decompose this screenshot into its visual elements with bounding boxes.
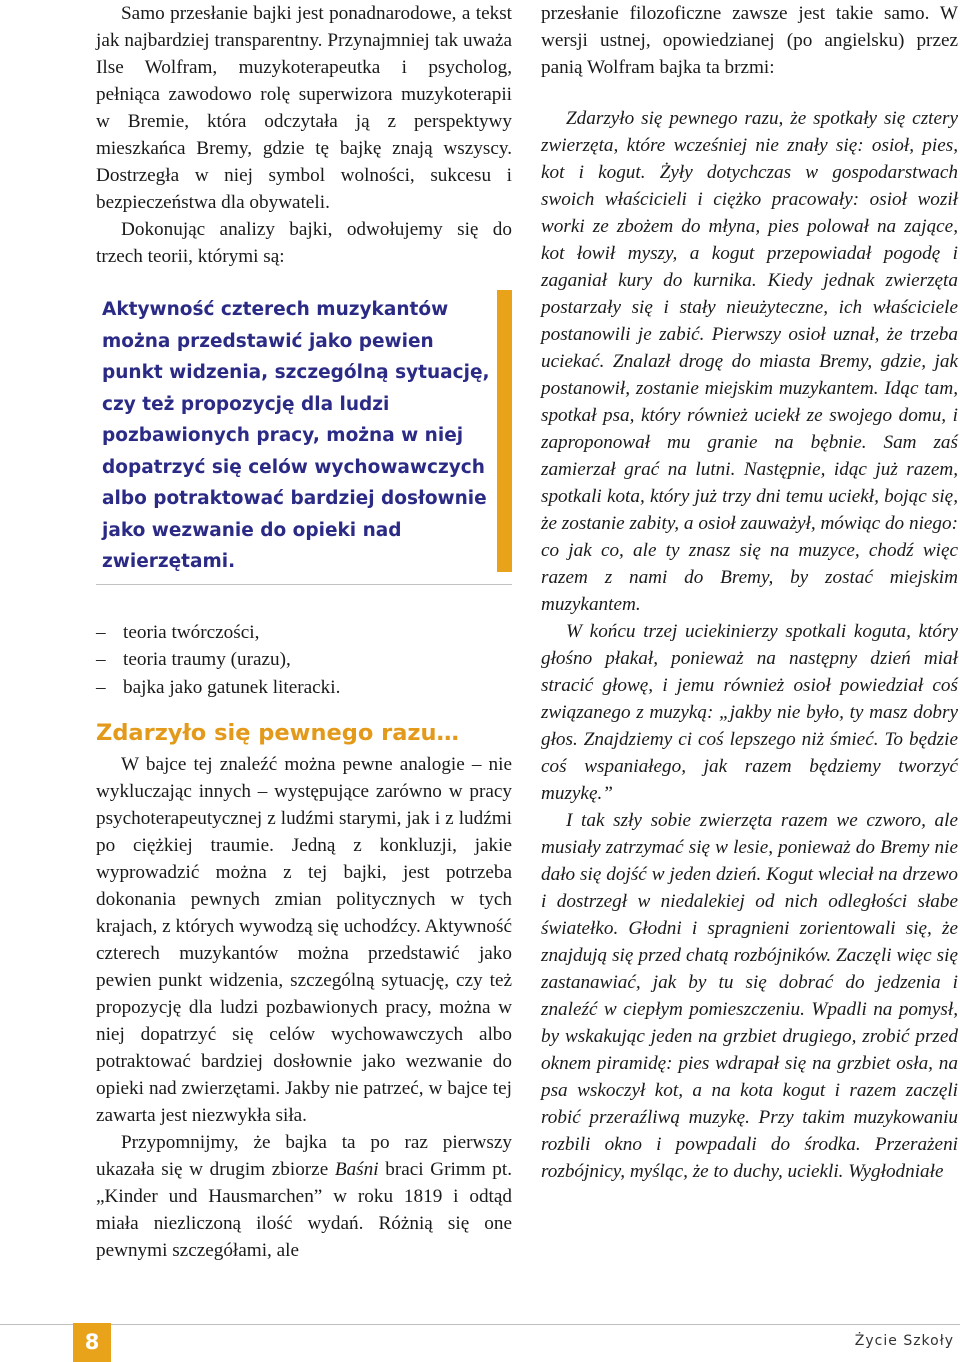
left-column [96, 0, 512, 1264]
footer-rule [0, 1324, 960, 1325]
history-text-end: braci Grimm pt. „Kinder und Hausmarchen” w roku 1819 i odtąd miała niezliczoną ilość wydań. Różnią się one pewnymi szczegółami, ale [96, 1159, 513, 1261]
right-column [541, 0, 958, 1185]
theories-intro-paragraph: Dokonując analizy bajki, odwołujemy się do trzech teorii, którymi są: [96, 219, 512, 267]
book-title: Baśni [334, 1159, 379, 1180]
theories-list [96, 619, 512, 702]
section-heading: Zdarzyło się pewnego razu… [96, 720, 460, 746]
page-number: 8 [73, 1323, 111, 1362]
magazine-name: Życie Szkoły [854, 1333, 954, 1349]
tale-paragraph-3: I tak szły sobie zwierzęta razem we czworo, ale musiały zatrzymać się w lesie, ponieważ do Bremy nie dało się dojść w jeden dzień. Kogut wleciał na drzewo i dostrzegł w niedalekiej od nich odległości słabe światełko. Głodni i spragnieni zorientowali się, że znajdują się przed chatą rozbójników. Zaczęli więc się zastanawiać, jak by tu się dobrać do jedzenia i znaleźć w ciepłym pomieszczeniu. Wpadli na pomysł, by wskakując jeden na grzbiet drugiego, zrobić przed oknem piramidę: pies wdrapał się na grzbiet osła, na psa wskoczył kot, a na kota kogut i razem zaczęli robić przeraźliwą muzykę. Przy takim muzykowaniu rozbili okno i powpadali do środka. Przerażeni rozbójnicy, myśląc, że to duchy, uciekli. Wygłodniałe [541, 810, 958, 1182]
history-paragraph [96, 1129, 512, 1264]
list-item: – bajka jako gatunek literacki. [96, 674, 512, 702]
pull-quote-text: Aktywność czterech muzykantów można przedstawić jako pewien punkt widzenia, szczególną sytuację, czy też propozycję dla ludzi pozbawionych pracy, można w niej dopatrzyć się celów wychowawczych albo potraktować bardziej dosłownie jako wezwanie do opieki nad zwierzętami. [102, 299, 490, 572]
intro-paragraph: Samo przesłanie bajki jest ponadnarodowe, a tekst jak najbardziej transparentny. Przynajmniej tak uważa Ilse Wolfram, muzykoterapeutka i psycholog, pełniąca zawodowo rolę superwizora muzykoterapii w Bremie, która odczytała ją z perspektywy mieszkańca Bremy, gdzie tę bajkę znają wszyscy. Dostrzegła w niej symbol wolności, sukcesu i bezpieczeństwa dla obywateli. [96, 3, 512, 213]
list-item: – teoria traumy (urazu), [96, 646, 512, 674]
tale-paragraph-2: W końcu trzej uciekinierzy spotkali koguta, który głośno płakał, ponieważ na następny dzień miał stracić głowę, i jemu również osioł powiedział coś związanego z muzyką: „jakby nie było, ty masz dobry głos. Znajdziemy ci coś lepszego niż śmieć. To będzie coś wspaniałego, jak razem będziemy tworzyć muzykę.” [541, 621, 958, 804]
history-text: Przypomnijmy, że bajka ta po raz pierwszy ukazała się w drugim zbiorze [96, 1132, 512, 1180]
pull-quote [96, 288, 512, 585]
version-paragraph: przesłanie filozoficzne zawsze jest takie samo. W wersji ustnej, opowiedzianej (po angielsku) przez panią Wolfram bajka ta brzmi: [541, 3, 958, 78]
analogies-paragraph: W bajce tej znaleźć można pewne analogie – nie wykluczając innych – występujące zarówno w pracy psychoterapeutycznej z ludźmi starymi, jak i z ludźmi po ciężkiej traumie. Jedną z konkluzji, jakie wyprowadzić można z tej bajki, jest potrzeba dokonania pewnych zmian politycznych w tych krajach, z których wywodzą się uchodźcy. Aktywność czterech muzykantów można przedstawić jako pewien punkt widzenia, szczególną sytuację, czy też propozycję dla ludzi pozbawionych pracy, można w niej dopatrzyć się celów wychowawczych albo potraktować bardziej dosłownie jako wezwanie do opieki nad zwierzętami. Jakby nie patrzeć, w bajce tej zawarta jest niezwykła siła. [96, 754, 512, 1126]
list-item: – teoria twórczości, [96, 619, 512, 647]
tale-paragraph-1: Zdarzyło się pewnego razu, że spotkały się cztery zwierzęta, które wcześniej nie znały się: osioł, pies, kot i kogut. Żyły dotychczas w gospodarstwach swoich właścicieli i ciężko pracowały: osioł woził worki ze zbożem do młyna, pies polował na zające, kot łowił myszy, a kogut przepowiadał pogodę i zaganiał kury do kurnika. Kiedy jednak zwierzęta postarzały się i stały nieużyteczne, ich właściciele postanowili je zabić. Pierwszy osioł uznał, że trzeba uciekać. Znalazł drogę do miasta Bremy, gdzie, jak postanowił, zostanie miejskim muzykantem. Idąc tam, spotkał psa, który również uciekł ze swojego domu, i zaproponował mu granie na bębnie. Sam zaś zamierzał grać na lutni. Następnie, idąc już razem, spotkali kota, który już trzy dni temu uciekł, bojąc się, że zostanie zabity, a osioł zauważył, mówiąc do niego: co jak co, ale ty znasz się na muzyce, chodź więc razem z nami do Bremy, by zostać miejskim muzykantem. [541, 108, 958, 615]
pull-quote-accent-bar [497, 290, 512, 572]
